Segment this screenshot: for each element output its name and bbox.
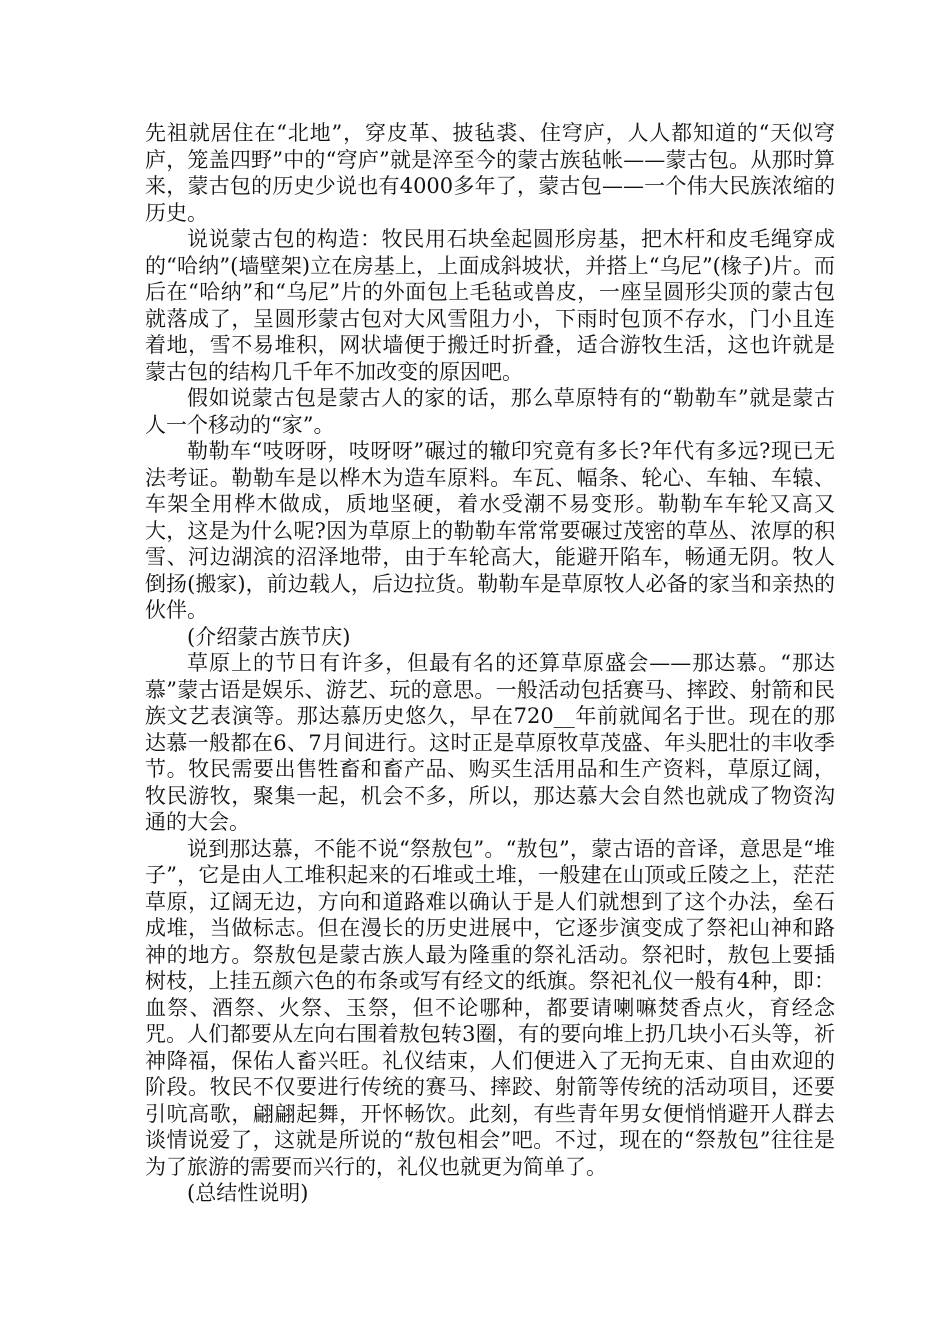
paragraph-yurt-structure: 说说蒙古包的构造：牧民用石块垒起圆形房基，把木杆和皮毛绳穿成的“哈纳”(墙壁架)立在房基上，上面成斜坡状，并搭上“乌尼”(椽子)片。而后在“哈纳”和“乌尼”片的外面包上毛毡或兽皮，一座呈圆形尖顶的蒙古包就落成了，呈圆形蒙古包对大风雪阻力小，下雨时包顶不存水，门小且连着地，雪不易堆积，网状墙便于搬迁时折叠，适合游牧生活，这也许就是蒙古包的结构几千年不加改变的原因吧。 — [145, 227, 835, 384]
section-note-summary: (总结性说明) — [187, 1181, 309, 1205]
section-note-festivals: (介绍蒙古族节庆) — [187, 624, 351, 649]
paragraph-lele-cart-intro: 假如说蒙古包是蒙古人的家的话，那么草原特有的“勒勒车”就是蒙古人一个移动的“家”。 — [145, 386, 835, 437]
paragraph-obo-worship: 说到那达慕，不能不说“祭敖包”。“敖包”，蒙古语的音译，意思是“堆子”，它是由人工堆积起来的石堆或土堆，一般建在山顶或丘陵之上，茫茫草原，辽阔无边，方向和道路难以确认于是人们就想到了这个办法，垒石成堆，当做标志。但在漫长的历史进展中，它逐步演变成了祭祀山神和路神的地方。祭敖包是蒙古族人最为隆重的祭礼活动。祭祀时，敖包上要插树枝，上挂五颜六色的布条或写有经文的纸旗。祭祀礼仪一般有4种，即：血祭、酒祭、火祭、玉祭，但不论哪种，都要请喇嘛焚香点火，育经念咒。人们都要从左向右围着敖包转3圈，有的要向堆上扔几块小石头等，祈神降福，保佑人畜兴旺。礼仪结束，人们便进入了无拘无束、自由欢迎的阶段。牧民不仅要进行传统的赛马、摔跤、射箭等传统的活动项目，还要引吭高歌，翩翩起舞，开怀畅饮。此刻，有些青年男女便悄悄避开人群去谈情说爱了，这就是所说的“敖包相会”吧。不过，现在的“祭敖包”往往是为了旅游的需要而兴行的，礼仪也就更为简单了。 — [145, 836, 835, 1179]
document-body — [145, 120, 835, 1207]
paragraph-lele-cart-details: 勒勒车“吱呀呀，吱呀呀”碾过的辙印究竟有多长?年代有多远?现已无法考证。勒勒车是以桦木为造车原料。车瓦、幅条、轮心、车轴、车辕、车架全用桦木做成，质地坚硬，着水受潮不易变形。勒勒车车轮又高又大，这是为什么呢?因为草原上的勒勒车常常要碾过茂密的草丛、浓厚的积雪、河边湖滨的沼泽地带，由于车轮高大，能避开陷车，畅通无阴。牧人倒扬(搬家)，前边载人，后边拉货。勒勒车是草原牧人必备的家当和亲热的伙伴。 — [145, 439, 835, 622]
paragraph-naadam: 草原上的节日有许多，但最有名的还算草原盛会——那达慕。“那达慕”蒙古语是娱乐、游艺、玩的意思。一般活动包括赛马、摔跤、射箭和民族文艺表演等。那达慕历史悠久，早在720__年前就闻名于世。现在的那达慕一般都在6、7月间进行。这时正是草原牧草茂盛、年头肥壮的丰收季节。牧民需要出售牲畜和畜产品、购买生活用品和生产资料，草原辽阔，牧民游牧，聚集一起，机会不多，所以，那达慕大会自然也就成了物资沟通的大会。 — [145, 651, 835, 834]
paragraph-yurt-history: 先祖就居住在“北地”，穿皮革、披毡裘、住穹庐，人人都知道的“天似穹庐，笼盖四野”中的“穹庐”就是淬至今的蒙古族毡帐——蒙古包。从那时算来，蒙古包的历史少说也有4000多年了，蒙古包——一个伟大民族浓缩的历史。 — [145, 121, 835, 225]
